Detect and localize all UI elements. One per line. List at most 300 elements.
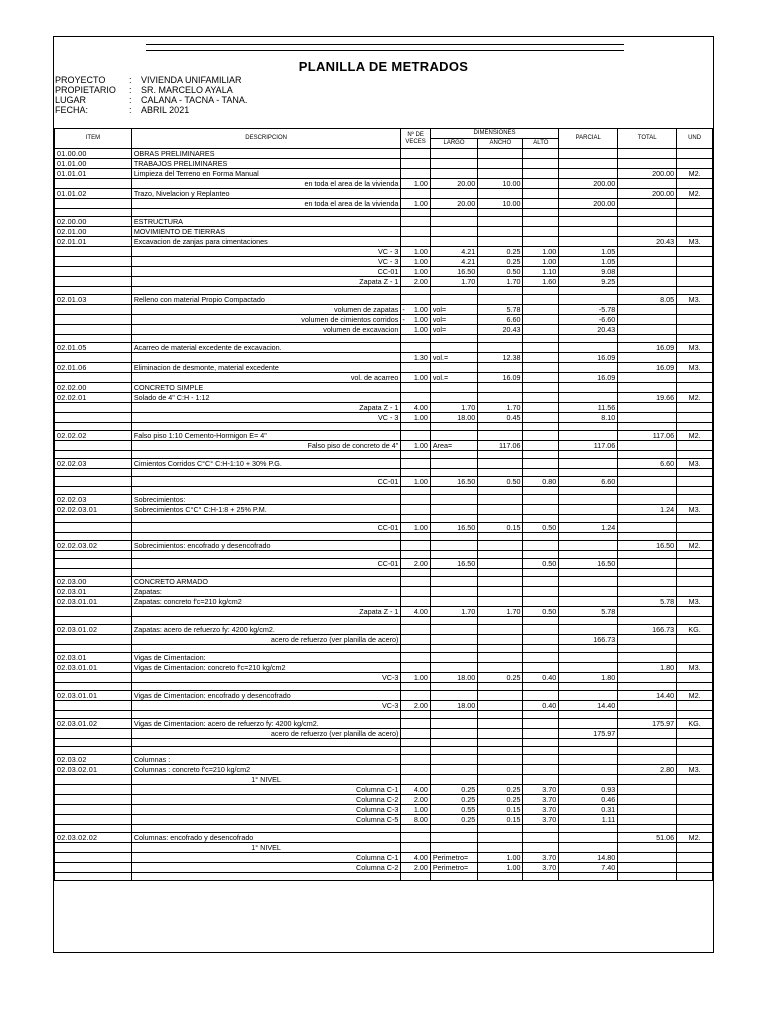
cell-descripcion: Sobrecimientos: encofrado y desencofrado <box>131 541 401 551</box>
cell-parcial: 9.25 <box>559 277 618 287</box>
cell-ancho: 117.06 <box>478 441 523 451</box>
cell-largo <box>430 663 477 673</box>
cell-ancho <box>478 719 523 729</box>
cell-total <box>618 451 677 459</box>
cell-item: 02.03.01 <box>55 653 132 663</box>
cell-ancho <box>478 747 523 755</box>
cell-parcial <box>559 149 618 159</box>
cell-und <box>677 805 713 815</box>
cell-total <box>618 673 677 683</box>
table-row <box>55 237 713 247</box>
table-row <box>55 559 713 569</box>
cell-total <box>618 267 677 277</box>
cell-parcial <box>559 189 618 199</box>
cell-parcial: 16.50 <box>559 559 618 569</box>
cell-veces: 2.00 <box>401 863 430 873</box>
cell-parcial: 1.11 <box>559 815 618 825</box>
cell-veces: 2.00 <box>401 701 430 711</box>
cell-alto: 0.40 <box>523 701 559 711</box>
cell-descripcion <box>131 645 401 653</box>
cell-veces <box>401 495 430 505</box>
cell-und <box>677 577 713 587</box>
cell-total <box>618 815 677 825</box>
cell-veces <box>401 305 430 315</box>
cell-item: 02.03.01.02 <box>55 719 132 729</box>
cell-total <box>618 701 677 711</box>
info-fecha: FECHA: : ABRIL 2021 <box>55 105 190 115</box>
table-row-blank <box>55 335 713 343</box>
cell-total <box>618 373 677 383</box>
table-row <box>55 257 713 267</box>
cell-ancho <box>478 487 523 495</box>
cell-descripcion: Trazo, Nivelacion y Replanteo <box>131 189 401 199</box>
cell-ancho <box>478 335 523 343</box>
cell-und <box>677 413 713 423</box>
cell-ancho <box>478 541 523 551</box>
cell-total <box>618 805 677 815</box>
cell-parcial: 0.46 <box>559 795 618 805</box>
cell-largo <box>430 383 477 393</box>
cell-und <box>677 515 713 523</box>
cell-alto <box>523 711 559 719</box>
cell-largo <box>430 159 477 169</box>
cell-veces <box>401 587 430 597</box>
table-row-blank <box>55 569 713 577</box>
cell-total <box>618 469 677 477</box>
cell-alto <box>523 413 559 423</box>
cell-alto <box>523 237 559 247</box>
cell-largo <box>430 487 477 495</box>
cell-descripcion: Zapata Z - 1 <box>131 607 401 617</box>
cell-item <box>55 843 132 853</box>
cell-descripcion: Vigas de Cimentacion: <box>131 653 401 663</box>
cell-total <box>618 383 677 393</box>
cell-item <box>55 413 132 423</box>
cell-alto: 0.50 <box>523 559 559 569</box>
cell-largo <box>430 431 477 441</box>
cell-ancho <box>478 755 523 765</box>
cell-ancho <box>478 775 523 785</box>
cell-ancho <box>478 451 523 459</box>
cell-descripcion: CONCRETO ARMADO <box>131 577 401 587</box>
cell-alto <box>523 755 559 765</box>
cell-parcial <box>559 383 618 393</box>
cell-ancho <box>478 287 523 295</box>
cell-und: KG. <box>677 625 713 635</box>
cell-und <box>677 267 713 277</box>
cell-parcial <box>559 645 618 653</box>
cell-item <box>55 853 132 863</box>
cell-alto <box>523 729 559 739</box>
cell-alto <box>523 495 559 505</box>
cell-item: 02.00.00 <box>55 217 132 227</box>
cell-largo: 1.70 <box>430 403 477 413</box>
cell-ancho <box>478 393 523 403</box>
cell-ancho <box>478 569 523 577</box>
cell-alto <box>523 305 559 315</box>
cell-item <box>55 209 132 217</box>
cell-ancho: 1.70 <box>478 403 523 413</box>
cell-descripcion: VC - 3 <box>131 247 401 257</box>
table-row-blank <box>55 739 713 747</box>
sign-minus: - <box>402 305 405 314</box>
cell-alto <box>523 843 559 853</box>
cell-item: 02.03.01.01 <box>55 663 132 673</box>
cell-und: M2. <box>677 431 713 441</box>
cell-und <box>677 287 713 295</box>
table-row-blank <box>55 711 713 719</box>
cell-veces <box>401 393 430 403</box>
info-proyecto: PROYECTO : VIVIENDA UNIFAMILIAR <box>55 75 242 85</box>
cell-veces: 4.00 <box>401 853 430 863</box>
cell-und <box>677 569 713 577</box>
cell-total <box>618 523 677 533</box>
cell-item <box>55 403 132 413</box>
cell-item <box>55 711 132 719</box>
cell-total <box>618 617 677 625</box>
cell-total <box>618 515 677 523</box>
cell-veces: 2.00 <box>401 559 430 569</box>
cell-total <box>618 559 677 569</box>
cell-veces <box>401 569 430 577</box>
cell-parcial: 166.73 <box>559 635 618 645</box>
cell-largo <box>430 597 477 607</box>
cell-descripcion: Relleno con material Propio Compactado <box>131 295 401 305</box>
cell-ancho: 20.43 <box>478 325 523 335</box>
cell-und <box>677 653 713 663</box>
cell-veces <box>401 747 430 755</box>
cell-item <box>55 257 132 267</box>
cell-descripcion: Vigas de Cimentacion: acero de refuerzo fy: 4200 kg/cm2. <box>131 719 401 729</box>
cell-ancho <box>478 577 523 587</box>
cell-item <box>55 325 132 335</box>
cell-veces: 1.00 <box>401 325 430 335</box>
cell-descripcion: VC - 3 <box>131 413 401 423</box>
cell-und: M2. <box>677 691 713 701</box>
cell-alto: 3.70 <box>523 795 559 805</box>
cell-descripcion <box>131 683 401 691</box>
cell-largo <box>430 533 477 541</box>
cell-parcial <box>559 169 618 179</box>
cell-alto <box>523 451 559 459</box>
cell-total: 6.60 <box>618 459 677 469</box>
cell-parcial: 8.10 <box>559 413 618 423</box>
cell-parcial <box>559 747 618 755</box>
cell-item: 02.03.02.02 <box>55 833 132 843</box>
table-row <box>55 373 713 383</box>
cell-ancho <box>478 505 523 515</box>
cell-descripcion <box>131 451 401 459</box>
table-row-blank <box>55 423 713 431</box>
cell-veces: 1.00 <box>401 673 430 683</box>
cell-und <box>677 785 713 795</box>
cell-descripcion <box>131 739 401 747</box>
cell-item <box>55 569 132 577</box>
cell-veces <box>401 469 430 477</box>
cell-descripcion: Solado de 4" C:H - 1:12 <box>131 393 401 403</box>
cell-veces <box>401 683 430 691</box>
cell-total <box>618 179 677 189</box>
cell-item: 02.03.02.01 <box>55 765 132 775</box>
table-row <box>55 785 713 795</box>
cell-descripcion <box>131 487 401 495</box>
cell-parcial <box>559 335 618 343</box>
cell-alto <box>523 189 559 199</box>
cell-alto <box>523 515 559 523</box>
cell-ancho <box>478 149 523 159</box>
table-row <box>55 441 713 451</box>
cell-und: M3. <box>677 343 713 353</box>
cell-descripcion <box>131 335 401 343</box>
cell-ancho: 0.25 <box>478 247 523 257</box>
cell-veces: 1.00 <box>401 247 430 257</box>
cell-alto <box>523 587 559 597</box>
table-row <box>55 295 713 305</box>
cell-item: 02.01.03 <box>55 295 132 305</box>
cell-alto <box>523 149 559 159</box>
cell-alto: 3.70 <box>523 805 559 815</box>
cell-descripcion <box>131 209 401 217</box>
cell-largo <box>430 873 477 881</box>
cell-alto <box>523 431 559 441</box>
cell-alto <box>523 663 559 673</box>
table-row-blank <box>55 873 713 881</box>
cell-und <box>677 843 713 853</box>
cell-item: 02.03.01.01 <box>55 597 132 607</box>
cell-largo: vol.= <box>430 353 477 363</box>
cell-largo <box>430 683 477 691</box>
cell-largo <box>430 505 477 515</box>
cell-veces <box>401 663 430 673</box>
table-row <box>55 179 713 189</box>
cell-largo <box>430 569 477 577</box>
cell-alto <box>523 217 559 227</box>
cell-descripcion: VC-3 <box>131 673 401 683</box>
metrados-table <box>54 128 713 881</box>
cell-veces: 1.00 <box>401 267 430 277</box>
cell-parcial <box>559 577 618 587</box>
cell-parcial <box>559 159 618 169</box>
cell-veces <box>401 189 430 199</box>
cell-parcial <box>559 423 618 431</box>
cell-total: 8.05 <box>618 295 677 305</box>
cell-largo <box>430 833 477 843</box>
cell-largo <box>430 209 477 217</box>
cell-total <box>618 729 677 739</box>
cell-descripcion: MOVIMIENTO DE TIERRAS <box>131 227 401 237</box>
cell-alto <box>523 441 559 451</box>
table-row <box>55 343 713 353</box>
cell-parcial <box>559 451 618 459</box>
cell-parcial <box>559 295 618 305</box>
cell-item <box>55 199 132 209</box>
cell-descripcion: Zapata Z - 1 <box>131 403 401 413</box>
cell-und: KG. <box>677 719 713 729</box>
cell-ancho <box>478 825 523 833</box>
cell-alto <box>523 343 559 353</box>
cell-item: 02.02.03 <box>55 495 132 505</box>
cell-und <box>677 747 713 755</box>
table-row-blank <box>55 469 713 477</box>
cell-alto: 0.80 <box>523 477 559 487</box>
cell-descripcion: acero de refuerzo (ver planilla de acero) <box>131 635 401 645</box>
cell-total <box>618 825 677 833</box>
cell-und <box>677 247 713 257</box>
col-header-item: ITEM <box>55 129 132 149</box>
cell-und <box>677 873 713 881</box>
cell-largo <box>430 515 477 523</box>
cell-descripcion: Sobrecimientos: <box>131 495 401 505</box>
cell-veces: 1.00 <box>401 257 430 267</box>
table-row <box>55 673 713 683</box>
cell-descripcion: Columnas : concreto f'c=210 kg/cm2 <box>131 765 401 775</box>
cell-veces: 8.00 <box>401 815 430 825</box>
cell-parcial <box>559 711 618 719</box>
cell-ancho <box>478 653 523 663</box>
cell-ancho: 0.45 <box>478 413 523 423</box>
cell-total <box>618 305 677 315</box>
cell-item <box>55 305 132 315</box>
cell-und <box>677 815 713 825</box>
table-row <box>55 587 713 597</box>
cell-total <box>618 863 677 873</box>
cell-largo <box>430 653 477 663</box>
cell-veces <box>401 209 430 217</box>
cell-item <box>55 441 132 451</box>
cell-item: 02.03.01 <box>55 587 132 597</box>
cell-parcial: 16.09 <box>559 373 618 383</box>
cell-und <box>677 469 713 477</box>
cell-veces <box>401 577 430 587</box>
cell-total <box>618 247 677 257</box>
cell-alto <box>523 569 559 577</box>
cell-descripcion <box>131 825 401 833</box>
cell-und <box>677 199 713 209</box>
cell-und <box>677 159 713 169</box>
cell-ancho <box>478 343 523 353</box>
cell-und <box>677 477 713 487</box>
table-row <box>55 815 713 825</box>
table-row-blank <box>55 683 713 691</box>
cell-largo <box>430 711 477 719</box>
cell-alto <box>523 683 559 691</box>
cell-und <box>677 711 713 719</box>
cell-item: 01.01.00 <box>55 159 132 169</box>
cell-ancho: 0.15 <box>478 523 523 533</box>
cell-descripcion: Zapatas: acero de refuerzo fy: 4200 kg/cm2. <box>131 625 401 635</box>
cell-item <box>55 747 132 755</box>
cell-item: 02.02.03.02 <box>55 541 132 551</box>
cell-alto: 3.70 <box>523 815 559 825</box>
cell-largo <box>430 423 477 431</box>
cell-item <box>55 315 132 325</box>
cell-und <box>677 441 713 451</box>
cell-largo <box>430 719 477 729</box>
cell-alto <box>523 775 559 785</box>
cell-total: 14.40 <box>618 691 677 701</box>
cell-ancho: 1.70 <box>478 607 523 617</box>
table-row <box>55 189 713 199</box>
cell-item <box>55 247 132 257</box>
cell-und <box>677 523 713 533</box>
cell-alto <box>523 383 559 393</box>
cell-item <box>55 825 132 833</box>
cell-ancho <box>478 495 523 505</box>
table-row <box>55 315 713 325</box>
cell-parcial <box>559 217 618 227</box>
cell-ancho <box>478 363 523 373</box>
cell-und <box>677 487 713 495</box>
cell-ancho <box>478 431 523 441</box>
table-row <box>55 325 713 335</box>
cell-parcial <box>559 515 618 523</box>
cell-largo: 20.00 <box>430 199 477 209</box>
cell-item <box>55 863 132 873</box>
col-header-parcial: PARCIAL <box>559 129 618 149</box>
cell-largo <box>430 237 477 247</box>
table-row <box>55 199 713 209</box>
table-body <box>55 149 713 881</box>
cell-alto: 3.70 <box>523 853 559 863</box>
table-row <box>55 383 713 393</box>
cell-alto <box>523 159 559 169</box>
cell-total <box>618 403 677 413</box>
cell-alto <box>523 325 559 335</box>
col-header-veces: Nº DE VECES <box>401 129 430 149</box>
cell-descripcion: VC - 3 <box>131 257 401 267</box>
cell-ancho <box>478 645 523 653</box>
cell-total <box>618 335 677 343</box>
cell-largo <box>430 765 477 775</box>
cell-largo <box>430 843 477 853</box>
cell-parcial <box>559 663 618 673</box>
cell-veces: 1.00 <box>401 523 430 533</box>
cell-item <box>55 515 132 523</box>
cell-descripcion <box>131 423 401 431</box>
cell-descripcion: CC-01 <box>131 477 401 487</box>
cell-item <box>55 287 132 295</box>
cell-total <box>618 217 677 227</box>
cell-total <box>618 199 677 209</box>
cell-item <box>55 775 132 785</box>
cell-largo <box>430 739 477 747</box>
cell-largo: vol= <box>430 305 477 315</box>
col-header-ancho: ANCHO <box>478 139 523 149</box>
table-row-blank <box>55 487 713 495</box>
cell-alto: 1.00 <box>523 247 559 257</box>
cell-und: M2. <box>677 169 713 179</box>
cell-parcial <box>559 533 618 541</box>
cell-parcial: 200.00 <box>559 199 618 209</box>
cell-veces: 2.00 <box>401 277 430 287</box>
table-row <box>55 805 713 815</box>
cell-descripcion: Columna C-3 <box>131 805 401 815</box>
cell-alto <box>523 363 559 373</box>
cell-alto <box>523 653 559 663</box>
cell-largo: 0.25 <box>430 815 477 825</box>
cell-und: M2. <box>677 833 713 843</box>
cell-descripcion <box>131 873 401 881</box>
cell-parcial <box>559 653 618 663</box>
cell-largo <box>430 343 477 353</box>
cell-total: 2.80 <box>618 765 677 775</box>
cell-ancho <box>478 833 523 843</box>
cell-und <box>677 335 713 343</box>
cell-largo <box>430 495 477 505</box>
cell-veces <box>401 625 430 635</box>
cell-descripcion: VC-3 <box>131 701 401 711</box>
cell-descripcion: volumen de cimientos corridos <box>131 315 401 325</box>
